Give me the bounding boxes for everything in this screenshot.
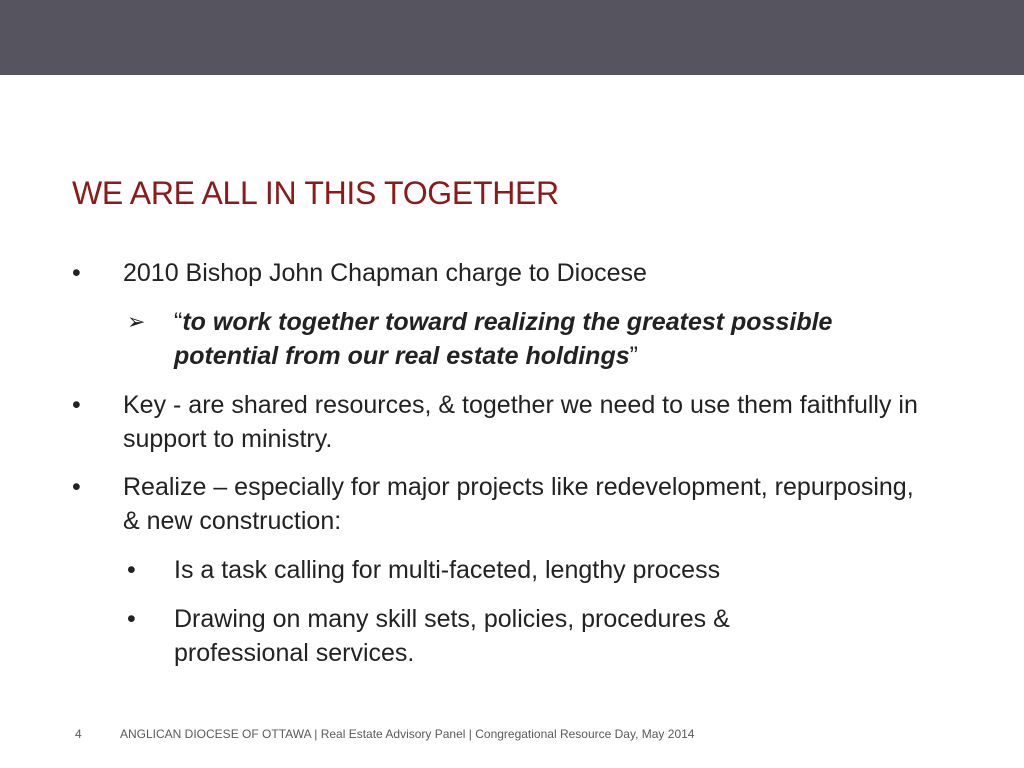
close-quote: ” [629, 342, 638, 370]
quote-text [174, 305, 874, 373]
page-number: 4 [75, 727, 82, 741]
footer-text: ANGLICAN DIOCESE OF OTTAWA | Real Estate Advisory Panel | Congregational Resource Day, May 2014 [120, 727, 695, 741]
bullet-text: 2010 Bishop John Chapman charge to Diocese [123, 259, 647, 287]
bullet-marker: • [72, 473, 81, 501]
bullet-text: Is a task calling for multi-faceted, lengthy process [174, 556, 721, 584]
bullet-marker: • [72, 391, 81, 419]
quote-emphasis: to work together toward realizing the greatest possible potential from our real estate holdings [174, 308, 833, 370]
arrow-bullet-icon: ➢ [127, 309, 146, 334]
header-bar [0, 0, 1024, 75]
open-quote: “ [174, 308, 183, 336]
bullet-marker: • [127, 605, 136, 633]
bullet-text: Realize – especially for major projects like redevelopment, repurposing, & new construction: [123, 473, 914, 535]
bullet-marker: • [72, 259, 81, 287]
bullet-marker: • [127, 556, 136, 584]
bullet-text: Key - are shared resources, & together we need to use them faithfully in support to ministry. [123, 391, 918, 453]
slide-title: WE ARE ALL IN THIS TOGETHER [72, 175, 559, 211]
bullet-text: Drawing on many skill sets, policies, procedures & professional services. [174, 605, 730, 667]
